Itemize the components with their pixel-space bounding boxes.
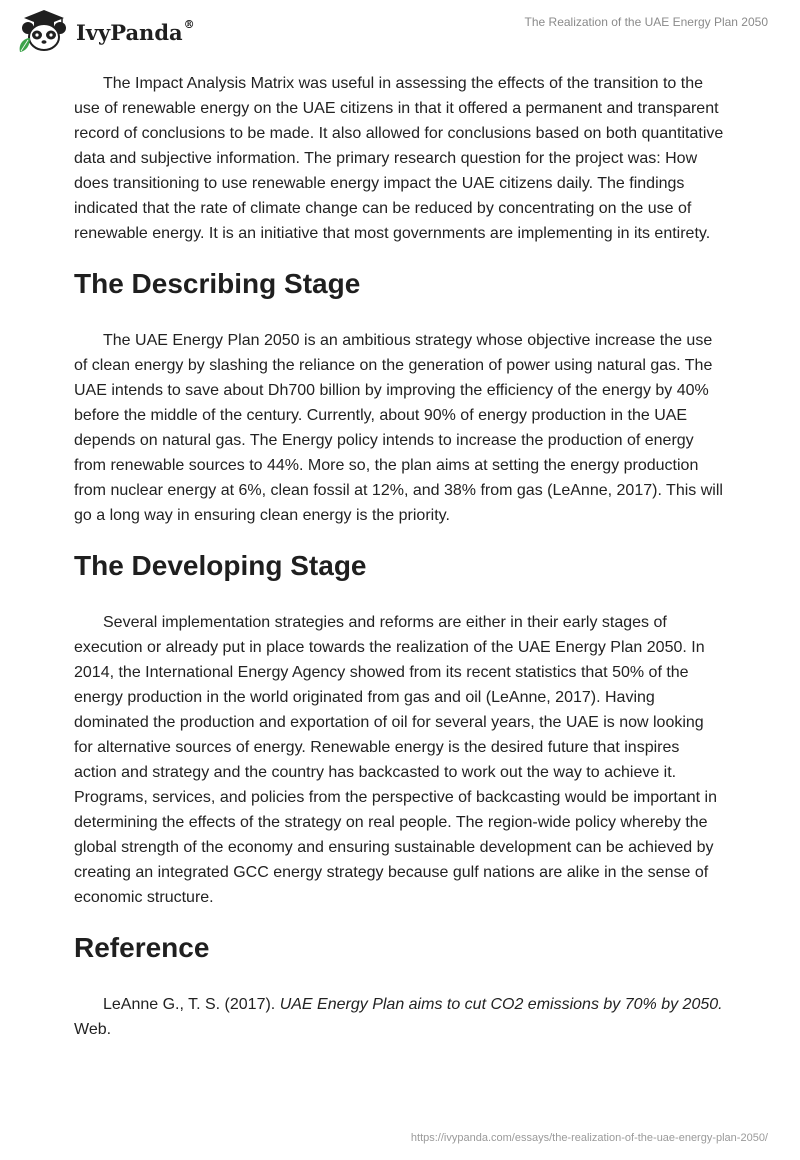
document-title: The Realization of the UAE Energy Plan 2050 (524, 15, 768, 29)
logo-text (76, 20, 195, 45)
essay-content (74, 71, 724, 1042)
describing-stage-paragraph: The UAE Energy Plan 2050 is an ambitious strategy whose objective increase the use of clean energy by slashing the reliance on the generation of power using natural gas. The UAE intends to save about Dh700 billion by improving the efficiency of the energy by 40% before the middle of the century. Currently, about 90% of energy production in the UAE depends on natural gas. The Energy policy intends to increase the production of energy from renewable sources to 44%. More so, the plan aims at setting the energy production from nuclear energy at 6%, clean fossil at 12%, and 38% from gas (LeAnne, 2017). This will go a long way in ensuring clean energy is the priority. (74, 332, 723, 524)
developing-stage-paragraph: Several implementation strategies and reforms are either in their early stages of execution or already put in place towards the realization of the UAE Energy Plan 2050. In 2014, the International Energy Agency showed from its recent statistics that 50% of the energy production in the world originated from gas and oil (LeAnne, 2017). Having dominated the production and exportation of oil for several years, the UAE is now looking for alternative sources of energy. Renewable energy is the desired future that inspires action and strategy and the country has backcasted to work out the way to achieve it. Programs, services, and policies from the perspective of backcasting would be important in determining the effects of the strategy on real people. The region-wide policy whereby the global strength of the economy and ensuring sustainable development can be achieved by creating an integrated GCC energy strategy because gulf nations are alike in the sense of economic structure. (74, 614, 717, 906)
intro-paragraph: The Impact Analysis Matrix was useful in assessing the effects of the transition to the use of renewable energy on the UAE citizens in that it offered a permanent and transparent record of conclusions to be made. It also allowed for conclusions based on both quantitative data and subjective information. The primary research question for the project was: How does transitioning to use renewable energy impact the UAE citizens daily. The findings indicated that the rate of climate change can be reduced by concentrating on the use of renewable energy. It is an initiative that most governments are implementing in its entirety. (74, 75, 724, 242)
describing-stage-heading: The Describing Stage (74, 268, 361, 299)
registered-mark: ® (183, 18, 195, 31)
brand-name: IvyPanda (76, 20, 183, 45)
reference-heading: Reference (74, 932, 210, 963)
reference-author: LeAnne G., T. S. (2017). (103, 996, 280, 1013)
reference-title: UAE Energy Plan aims to cut CO2 emissions by 70% by 2050. (279, 996, 723, 1013)
reference-suffix: Web. (74, 1021, 112, 1038)
source-url[interactable]: https://ivypanda.com/essays/the-realization-of-the-uae-energy-plan-2050/ (410, 1132, 768, 1144)
ivypanda-logo[interactable] (14, 8, 204, 54)
page-header (0, 0, 800, 64)
reference-entry (74, 992, 724, 1042)
panda-graduate-icon (14, 8, 72, 54)
developing-stage-heading: The Developing Stage (74, 550, 367, 581)
